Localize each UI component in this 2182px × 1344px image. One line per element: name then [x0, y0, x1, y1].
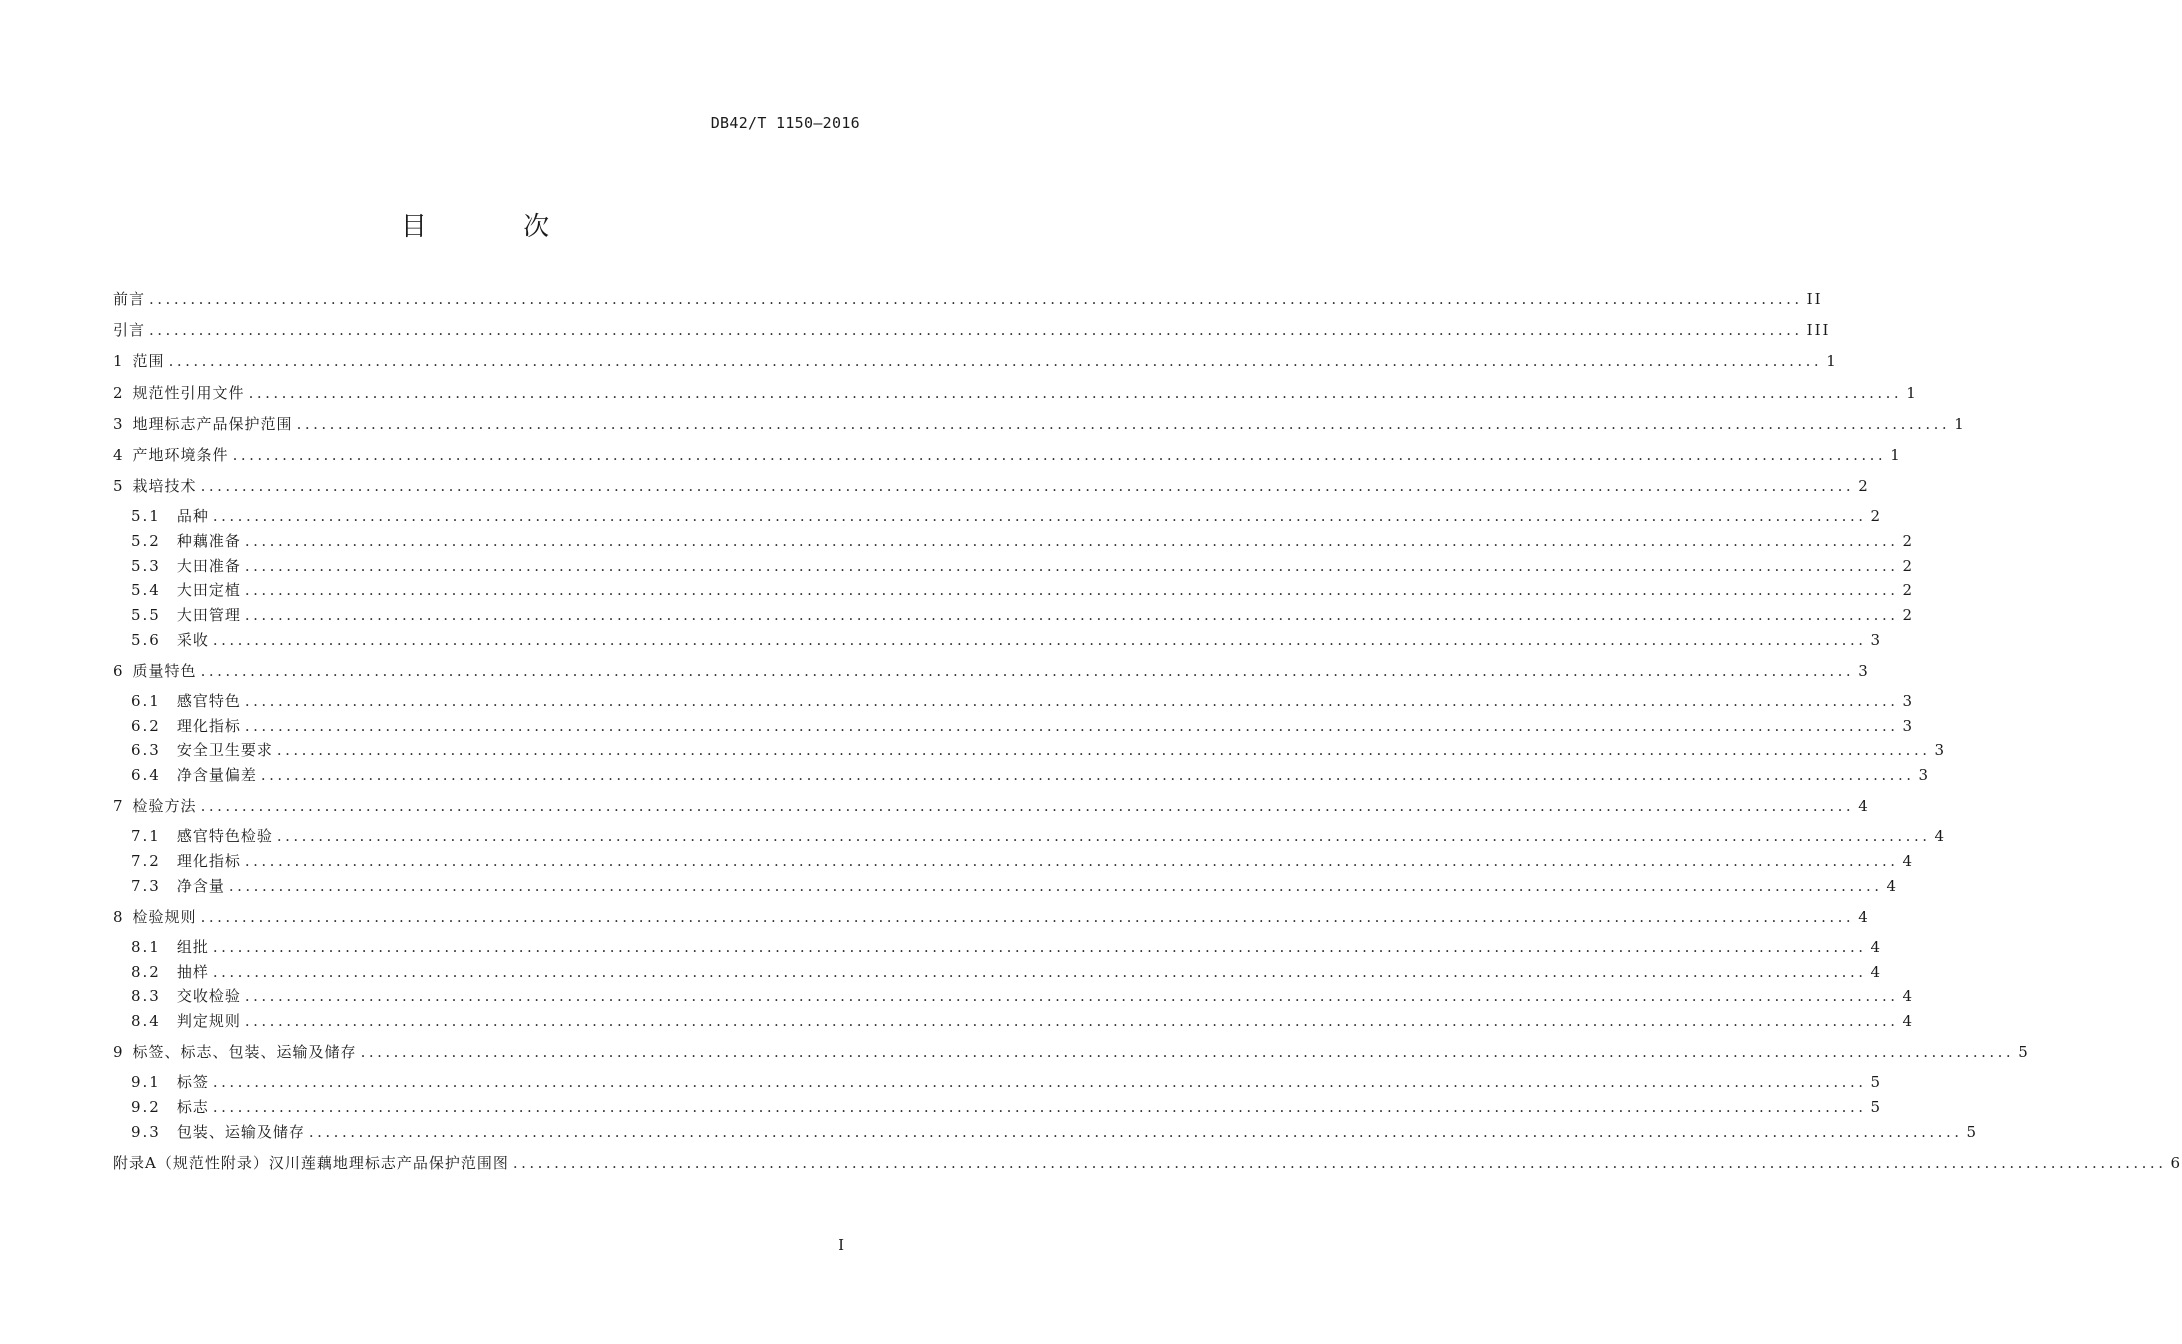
toc-entry[interactable] — [131, 1068, 1883, 1092]
toc-entry[interactable] — [131, 626, 1883, 650]
toc-entry-page: 5 — [1870, 1097, 1883, 1116]
toc-entry[interactable] — [131, 712, 1915, 736]
toc-entry-label: 标签 — [176, 1073, 209, 1092]
toc-entry-label: 附录A（规范性附录）汉川莲藕地理标志产品保护范围图 — [113, 1153, 509, 1172]
toc-entry-page: 4 — [1870, 937, 1883, 956]
toc-entry[interactable] — [131, 847, 1915, 871]
toc-entry-page: 4 — [1934, 827, 1947, 846]
toc-entry-label: 前言 — [113, 290, 146, 308]
toc-entry-number: 9.2 — [131, 1097, 161, 1116]
toc-leader-dots: ........................................................................................................................................................................................................ — [212, 1097, 1867, 1116]
toc-entry[interactable] — [131, 552, 1915, 576]
toc-leader-dots: ........................................................................................................................................................................................................ — [244, 556, 1899, 575]
toc-entry[interactable] — [131, 687, 1915, 711]
toc-entry[interactable] — [113, 903, 1870, 927]
toc-entry[interactable] — [113, 285, 1823, 309]
toc-entry-number: 9.3 — [131, 1122, 161, 1141]
toc-entry-page: 3 — [1918, 766, 1931, 784]
toc-entry-page: 5 — [1966, 1122, 1979, 1141]
toc-leader-dots: ........................................................................................................................................................................................................ — [248, 383, 1903, 402]
toc-entry-label: 安全卫生要求 — [176, 741, 273, 760]
toc-entry-label: 规范性引用文件 — [132, 383, 245, 402]
toc-entry-page: 2 — [1902, 606, 1915, 624]
toc-entry[interactable] — [131, 872, 1899, 896]
toc-entry-page: 4 — [1870, 962, 1883, 981]
toc-entry-number: 1 — [113, 352, 123, 371]
toc-entry[interactable] — [131, 576, 1915, 600]
toc-leader-dots: ........................................................................................................................................................................................................ — [200, 907, 1855, 926]
toc-entry-number: 8 — [113, 907, 123, 926]
toc-entry[interactable] — [131, 822, 1947, 846]
toc-entry-number: 6.2 — [131, 716, 161, 735]
toc-entry-number: 7.2 — [131, 851, 161, 870]
page-folio: I — [838, 1236, 844, 1254]
toc-leader-dots: ........................................................................................................................................................................................................ — [360, 1043, 2015, 1062]
toc-leader-dots: ........................................................................................................................................................................................................ — [244, 1011, 1899, 1030]
toc-leader-dots: ........................................................................................................................................................................................................ — [296, 414, 1951, 433]
toc-entry-label: 检验规则 — [132, 907, 197, 926]
toc-entry-page: 2 — [1870, 507, 1883, 526]
toc-entry-label: 净含量 — [176, 876, 225, 895]
toc-entry-label: 种藕准备 — [176, 531, 241, 550]
toc-entry-page: 3 — [1858, 661, 1870, 680]
toc-entry-number: 8.3 — [131, 987, 161, 1006]
toc-entry-label: 交收检验 — [176, 987, 241, 1006]
toc-entry[interactable] — [131, 933, 1883, 957]
toc-entry-label: 地理标志产品保护范围 — [132, 414, 293, 433]
toc-entry-label: 理化指标 — [176, 716, 241, 735]
toc-entry-number: 7 — [113, 797, 123, 816]
toc-entry-label: 采收 — [176, 630, 209, 649]
toc-entry-page: 4 — [1902, 1011, 1915, 1030]
toc-entry-number: 6.1 — [131, 691, 161, 710]
toc-entry-page: 1 — [1954, 414, 1966, 433]
toc-entry[interactable] — [131, 736, 1947, 760]
toc-entry[interactable] — [113, 441, 1902, 465]
toc-entry-page: 2 — [1902, 581, 1915, 600]
toc-entry-page: II — [1806, 290, 1823, 308]
toc-leader-dots: ........................................................................................................................................................................................................ — [212, 630, 1867, 649]
toc-entry[interactable] — [131, 502, 1883, 526]
toc-leader-dots: ........................................................................................................................................................................................................ — [244, 691, 1899, 710]
toc-leader-dots: ........................................................................................................................................................................................................ — [212, 962, 1867, 981]
toc-entry[interactable] — [113, 472, 1870, 496]
toc-entry[interactable] — [131, 761, 1931, 785]
toc-entry-number: 5.4 — [131, 581, 161, 600]
toc-leader-dots: ........................................................................................................................................................................................................ — [308, 1122, 1963, 1141]
toc-entry-label: 栽培技术 — [132, 477, 197, 496]
toc-leader-dots: ........................................................................................................................................................................................................ — [260, 766, 1915, 784]
toc-entry-page: 2 — [1858, 477, 1870, 496]
toc-entry-label: 标志 — [176, 1097, 209, 1116]
toc-entry[interactable] — [113, 379, 1918, 403]
toc-entry-number: 5.2 — [131, 531, 161, 550]
toc-entry[interactable] — [113, 1149, 2182, 1173]
toc-leader-dots: ........................................................................................................................................................................................................ — [200, 797, 1855, 816]
toc-entry-number: 4 — [113, 446, 123, 464]
toc-entry-number: 5.6 — [131, 630, 161, 649]
toc-entry[interactable] — [131, 1093, 1883, 1117]
toc-entry[interactable] — [113, 316, 1831, 340]
toc-leader-dots: ........................................................................................................................................................................................................ — [200, 477, 1855, 496]
toc-entry[interactable] — [113, 657, 1870, 681]
toc-entry-number: 7.1 — [131, 827, 161, 846]
toc-entry-number: 3 — [113, 414, 123, 433]
toc-entry-label: 抽样 — [176, 962, 209, 981]
toc-entry-label: 感官特色 — [176, 691, 241, 710]
toc-entry-label: 大田定植 — [176, 581, 241, 600]
toc-leader-dots: ........................................................................................................................................................................................................ — [212, 1073, 1867, 1092]
toc-leader-dots: ........................................................................................................................................................................................................ — [244, 531, 1899, 550]
toc-entry-page: 4 — [1858, 797, 1870, 816]
toc-entry-label: 理化指标 — [176, 851, 241, 870]
toc-leader-dots: ........................................................................................................................................................................................................ — [244, 716, 1899, 735]
toc-leader-dots: ........................................................................................................................................................................................................ — [168, 352, 1823, 371]
toc-entry-number: 6.4 — [131, 766, 161, 784]
toc-entry-label: 质量特色 — [132, 661, 197, 680]
toc-leader-dots: ........................................................................................................................................................................................................ — [244, 606, 1899, 624]
toc-entry[interactable] — [131, 1007, 1915, 1031]
toc-entry-page: 3 — [1934, 741, 1947, 760]
toc-entry-number: 6.3 — [131, 741, 161, 760]
toc-entry-number: 8.4 — [131, 1011, 161, 1030]
toc-leader-dots: ........................................................................................................................................................................................................ — [244, 581, 1899, 600]
toc-entry-page: 5 — [1870, 1073, 1883, 1092]
toc-entry-page: 1 — [1906, 383, 1918, 402]
toc-entry-label: 品种 — [176, 507, 209, 526]
toc-entry-label: 引言 — [113, 321, 146, 340]
toc-entry-number: 9 — [113, 1043, 123, 1062]
toc-leader-dots: ........................................................................................................................................................................................................ — [244, 851, 1899, 870]
toc-entry-number: 5 — [113, 477, 123, 496]
toc-entry-label: 大田准备 — [176, 556, 241, 575]
toc-entry-number: 7.3 — [131, 876, 161, 895]
toc-entry[interactable] — [113, 792, 1870, 816]
toc-entry-page: 2 — [1902, 531, 1915, 550]
toc-entry-number: 8.2 — [131, 962, 161, 981]
toc-leader-dots: ........................................................................................................................................................................................................ — [212, 937, 1867, 956]
toc-leader-dots: ........................................................................................................................................................................................................ — [232, 446, 1887, 464]
toc-entry-page: 4 — [1902, 987, 1915, 1006]
toc-entry-number: 6 — [113, 661, 123, 680]
toc-entry-page: 2 — [1902, 556, 1915, 575]
toc-entry-number: 9.1 — [131, 1073, 161, 1092]
toc-leader-dots: ........................................................................................................................................................................................................ — [212, 507, 1867, 526]
toc-entry-page: 6 — [2170, 1153, 2182, 1172]
toc-entry-page: 4 — [1858, 907, 1870, 926]
toc-entry[interactable] — [131, 1118, 1979, 1142]
toc-entry-label: 产地环境条件 — [132, 446, 229, 464]
toc-entry-page: 3 — [1870, 630, 1883, 649]
toc-entry[interactable] — [113, 1038, 2030, 1062]
toc-entry-label: 包装、运输及储存 — [176, 1122, 305, 1141]
toc-entry-page: 4 — [1902, 851, 1915, 870]
toc-leader-dots: ........................................................................................................................................................................................................ — [228, 876, 1883, 895]
toc-leader-dots: ........................................................................................................................................................................................................ — [200, 661, 1855, 680]
page-title: 目 次 — [400, 212, 594, 242]
toc-entry-page: III — [1806, 321, 1831, 340]
toc-entry-number: 8.1 — [131, 937, 161, 956]
toc-entry[interactable] — [131, 982, 1915, 1006]
toc-entry-page: 4 — [1886, 876, 1899, 895]
toc-entry-label: 范围 — [132, 352, 165, 371]
toc-leader-dots: ........................................................................................................................................................................................................ — [149, 321, 1803, 340]
toc-entry-number: 5.3 — [131, 556, 161, 575]
toc-entry-page: 3 — [1902, 716, 1915, 735]
toc-entry-label: 组批 — [176, 937, 209, 956]
toc-entry-number: 5.1 — [131, 507, 161, 526]
toc-entry-number: 2 — [113, 383, 123, 402]
toc-leader-dots: ........................................................................................................................................................................................................ — [276, 741, 1931, 760]
toc-entry-page: 1 — [1890, 446, 1902, 464]
toc-entry-label: 判定规则 — [176, 1011, 241, 1030]
toc-entry[interactable] — [131, 601, 1915, 625]
toc-entry-page: 3 — [1902, 691, 1915, 710]
toc-entry-page: 1 — [1826, 352, 1838, 371]
toc-entry[interactable] — [131, 527, 1915, 551]
toc-entry-label: 大田管理 — [176, 606, 241, 624]
document-code: DB42/T 1150—2016 — [710, 114, 860, 132]
toc-entry[interactable] — [113, 347, 1838, 371]
toc-leader-dots: ........................................................................................................................................................................................................ — [512, 1153, 2167, 1172]
toc-entry-number: 5.5 — [131, 606, 161, 624]
toc-entry-label: 检验方法 — [132, 797, 197, 816]
toc-entry-label: 标签、标志、包装、运输及储存 — [132, 1043, 357, 1062]
toc-entry-label: 净含量偏差 — [176, 766, 257, 784]
toc-leader-dots: ........................................................................................................................................................................................................ — [276, 827, 1931, 846]
toc-entry[interactable] — [113, 410, 1966, 434]
toc-entry[interactable] — [131, 958, 1883, 982]
toc-entry-label: 感官特色检验 — [176, 827, 273, 846]
toc-entry-page: 5 — [2018, 1043, 2030, 1062]
toc-leader-dots: ........................................................................................................................................................................................................ — [244, 987, 1899, 1006]
toc-leader-dots: ........................................................................................................................................................................................................ — [149, 290, 1803, 308]
